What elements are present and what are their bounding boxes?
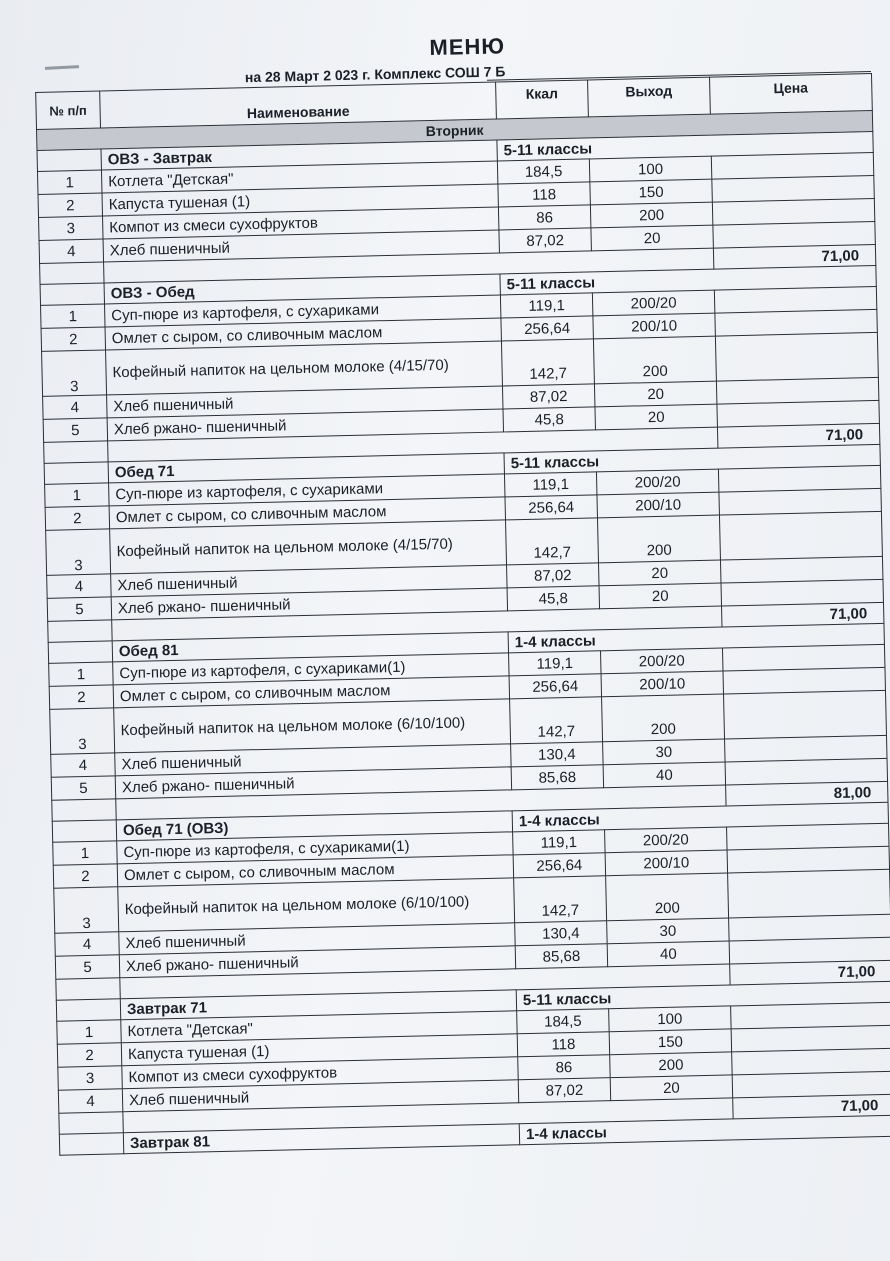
item-output: 200/10 — [593, 313, 715, 339]
section-classes: 5-11 классы — [516, 981, 890, 1011]
item-name: Хлеб ржано- пшеничный — [115, 767, 511, 799]
item-kcal: 256,64 — [501, 316, 593, 341]
section-no-cell — [52, 820, 116, 842]
item-name: Хлеб ржано- пшеничный — [107, 409, 503, 441]
item-number: 5 — [43, 418, 108, 442]
section-no-cell — [59, 1133, 123, 1155]
item-number: 2 — [53, 864, 118, 888]
item-number: 3 — [46, 529, 111, 575]
total-no-cell — [40, 262, 104, 284]
item-number: 1 — [49, 662, 114, 686]
item-output: 200/10 — [601, 671, 723, 697]
item-kcal: 256,64 — [509, 674, 601, 699]
item-output: 150 — [590, 179, 712, 205]
item-kcal: 87,02 — [499, 228, 591, 253]
item-name: Капуста тушеная (1) — [102, 184, 498, 216]
total-no-cell — [59, 1112, 123, 1134]
item-number: 3 — [50, 708, 115, 754]
total-no-cell — [44, 441, 108, 463]
item-price — [728, 869, 890, 918]
document-subtitle: на 28 Март 2 023 г. Комплекс СОШ 7 Б — [244, 63, 506, 86]
item-name: Хлеб пшеничный — [119, 923, 515, 955]
item-number: 4 — [58, 1089, 123, 1113]
item-output: 200/10 — [597, 492, 719, 518]
header-kcal: Ккал — [496, 80, 589, 119]
section-name: Обед 71 — [108, 453, 504, 483]
item-price — [724, 690, 887, 739]
item-number: 3 — [42, 350, 107, 396]
item-kcal: 119,1 — [513, 830, 605, 855]
item-output: 200/20 — [605, 827, 727, 853]
item-kcal: 87,02 — [518, 1078, 610, 1103]
day-label: Вторник — [37, 110, 873, 150]
section-name: Завтрак 81 — [123, 1124, 519, 1154]
item-name: Кофейный напиток на цельном молоке (6/10/100) — [118, 878, 515, 932]
item-kcal: 45,8 — [507, 586, 599, 611]
item-number: 2 — [38, 193, 103, 217]
header-price: Цена — [710, 74, 873, 115]
total-no-cell — [56, 978, 120, 1000]
item-name: Хлеб ржано- пшеничный — [111, 588, 507, 620]
item-name: Хлеб пшеничный — [107, 386, 503, 418]
item-output: 200/20 — [592, 290, 714, 316]
total-no-cell — [48, 620, 112, 642]
section-total-price: 71,00 — [722, 602, 884, 627]
item-output: 20 — [595, 404, 717, 430]
item-number: 5 — [51, 776, 116, 800]
header-name: Наименование — [100, 82, 497, 128]
item-output: 20 — [599, 583, 721, 609]
section-classes: 5-11 классы — [497, 131, 873, 161]
item-kcal: 118 — [498, 182, 590, 207]
section-name: ОВЗ - Завтрак — [101, 140, 497, 170]
item-output: 100 — [609, 1006, 731, 1032]
item-kcal: 142,7 — [514, 876, 607, 923]
item-kcal: 256,64 — [505, 495, 597, 520]
item-output: 200 — [590, 202, 712, 228]
section-name: Завтрак 71 — [120, 990, 516, 1020]
item-name: Омлет с сыром, со сливочным маслом — [105, 318, 501, 350]
item-kcal: 130,4 — [515, 921, 607, 946]
item-output: 200 — [606, 873, 729, 921]
item-kcal: 86 — [518, 1055, 610, 1080]
item-name: Хлеб ржано- пшеничный — [119, 946, 515, 978]
item-number: 1 — [45, 483, 110, 507]
item-kcal: 184,5 — [497, 159, 589, 184]
item-number: 5 — [55, 955, 120, 979]
document-title: МЕНЮ — [429, 33, 506, 61]
item-output: 200 — [602, 694, 725, 742]
item-output: 20 — [591, 225, 713, 251]
menu-table — [35, 73, 890, 1156]
section-name: Обед 81 — [112, 632, 508, 662]
item-number: 2 — [49, 685, 114, 709]
item-name: Компот из смеси сухофруктов — [103, 207, 499, 239]
item-kcal: 118 — [517, 1032, 609, 1057]
item-number: 3 — [58, 1066, 123, 1090]
item-name: Суп-пюре из картофеля, с сухариками(1) — [117, 832, 513, 864]
item-name: Омлет с сыром, со сливочным маслом — [117, 855, 513, 887]
item-name: Суп-пюре из картофеля, с сухариками — [105, 295, 501, 327]
item-output: 200/20 — [596, 469, 718, 495]
item-number: 4 — [43, 395, 108, 419]
section-name: ОВЗ - Обед — [104, 274, 500, 304]
item-kcal: 86 — [498, 205, 590, 230]
item-name: Котлета "Детская" — [121, 1011, 517, 1043]
item-name: Омлет с сыром, со сливочным маслом — [109, 497, 505, 529]
item-output: 100 — [589, 156, 711, 182]
section-no-cell — [37, 149, 101, 171]
header-output: Выход — [588, 77, 711, 117]
section-no-cell — [44, 462, 108, 484]
section-classes: 5-11 классы — [504, 444, 880, 474]
section-total-price: 71,00 — [713, 244, 875, 269]
item-number: 1 — [57, 1020, 122, 1044]
item-output: 200/10 — [605, 850, 727, 876]
section-total-price: 71,00 — [733, 1094, 890, 1119]
item-output: 20 — [610, 1075, 732, 1101]
item-output: 200/20 — [601, 648, 723, 674]
item-kcal: 130,4 — [511, 742, 603, 767]
item-name: Хлеб пшеничный — [111, 565, 507, 597]
item-name: Компот из смеси сухофруктов — [122, 1057, 518, 1089]
item-name: Капуста тушеная (1) — [121, 1034, 517, 1066]
item-name: Кофейный напиток на цельном молоке (4/15/70) — [110, 520, 507, 574]
item-kcal: 142,7 — [501, 339, 594, 386]
item-name: Суп-пюре из картофеля, с сухариками — [109, 474, 505, 506]
item-output: 200 — [610, 1052, 732, 1078]
item-number: 2 — [41, 327, 106, 351]
item-kcal: 87,02 — [507, 563, 599, 588]
section-classes: 1-4 классы — [519, 1115, 890, 1145]
item-number: 4 — [39, 239, 104, 263]
item-name: Хлеб пшеничный — [103, 230, 499, 262]
item-price — [719, 511, 882, 560]
item-kcal: 256,64 — [513, 853, 605, 878]
item-number: 4 — [55, 932, 120, 956]
item-output: 200 — [593, 336, 716, 384]
header-no: № п/п — [36, 91, 101, 129]
item-number: 1 — [37, 170, 102, 194]
item-number: 2 — [45, 506, 110, 530]
item-kcal: 142,7 — [506, 518, 599, 565]
item-name: Котлета "Детская" — [101, 161, 497, 193]
item-kcal: 87,02 — [502, 384, 594, 409]
item-name: Хлеб пшеничный — [122, 1080, 518, 1112]
menu-table-body — [37, 110, 890, 1155]
item-output: 20 — [599, 560, 721, 586]
item-number: 3 — [54, 887, 119, 933]
item-output: 40 — [607, 941, 729, 967]
item-kcal: 85,68 — [515, 944, 607, 969]
section-total-price: 71,00 — [730, 960, 890, 985]
section-classes: 1-4 классы — [508, 623, 884, 653]
item-number: 1 — [41, 304, 106, 328]
section-classes: 1-4 классы — [512, 802, 888, 832]
item-output: 20 — [594, 381, 716, 407]
item-output: 40 — [603, 762, 725, 788]
item-number: 4 — [47, 574, 112, 598]
section-total-price: 71,00 — [717, 423, 879, 448]
section-no-cell — [56, 999, 120, 1021]
item-output: 30 — [603, 739, 725, 765]
section-total-price: 81,00 — [726, 781, 888, 806]
item-kcal: 184,5 — [517, 1009, 609, 1034]
item-number: 4 — [51, 753, 116, 777]
item-kcal: 119,1 — [500, 293, 592, 318]
item-kcal: 119,1 — [509, 651, 601, 676]
item-number: 2 — [57, 1043, 122, 1067]
item-name: Суп-пюре из картофеля, с сухариками(1) — [113, 653, 509, 685]
item-name: Омлет с сыром, со сливочным маслом — [113, 676, 509, 708]
item-kcal: 85,68 — [511, 765, 603, 790]
item-number: 1 — [53, 841, 118, 865]
item-name: Кофейный напиток на цельном молоке (6/10/100) — [114, 699, 511, 753]
section-no-cell — [48, 641, 112, 663]
item-kcal: 119,1 — [504, 472, 596, 497]
item-kcal: 45,8 — [503, 407, 595, 432]
item-output: 30 — [607, 918, 729, 944]
item-name: Кофейный напиток на цельном молоке (4/15/70) — [106, 341, 503, 395]
total-no-cell — [52, 799, 116, 821]
section-classes: 5-11 классы — [500, 265, 876, 295]
item-output: 200 — [597, 515, 720, 563]
item-price — [715, 332, 878, 381]
section-no-cell — [40, 283, 104, 305]
section-name: Обед 71 (ОВЗ) — [116, 811, 512, 841]
item-kcal: 142,7 — [510, 697, 603, 744]
item-output: 150 — [609, 1029, 731, 1055]
item-number: 5 — [47, 597, 112, 621]
item-name: Хлеб пшеничный — [115, 744, 511, 776]
item-number: 3 — [39, 216, 104, 240]
menu-document — [34, 21, 890, 1156]
